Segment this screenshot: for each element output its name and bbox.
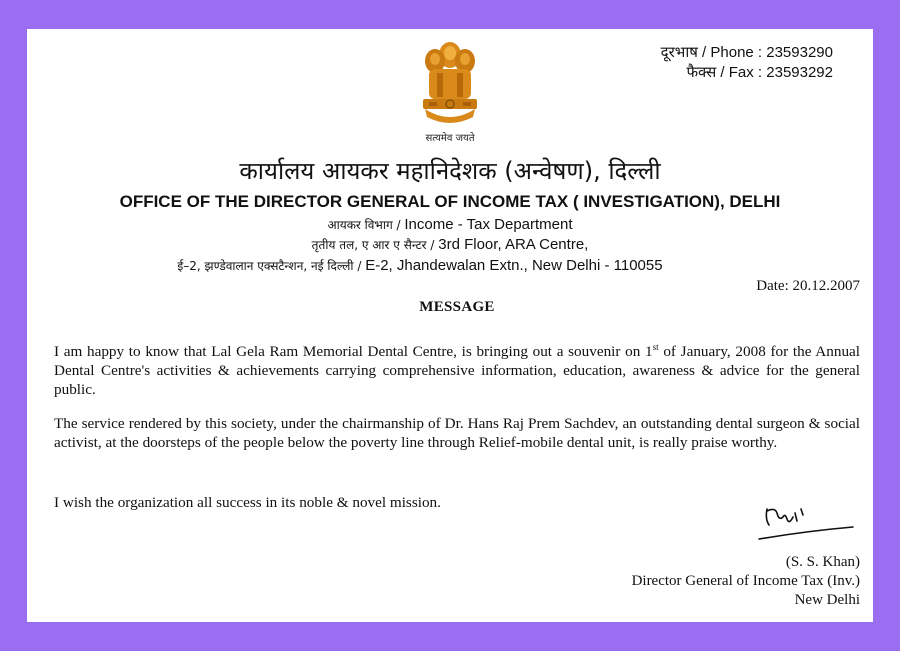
paragraph-1-end: of January, 2008 for the Annual Dental Centre's activities & achievements carrying comprehensive information, education, awareness & advice for the general public. — [54, 343, 861, 399]
floor-hindi: तृतीय तल, ए आर ए सैन्टर / — [311, 238, 439, 252]
phone-number: दूरभाष / Phone : 23593290 — [660, 44, 833, 61]
street-english: E-2, Jhandewalan Extn., New Delhi - 110055 — [365, 257, 663, 274]
message-paragraph-2: The service rendered by this society, under the chairmanship of Dr. Hans Raj Prem Sachdev, an outstanding dental surgeon & social activist, at the doorsteps of the people below the poverty line through Relief-mobile dental unit, is really praise worthy. — [54, 415, 860, 451]
street-hindi: ई–2, झण्डेवालान एक्सटैन्शन, नई दिल्ली / — [177, 259, 366, 273]
message-heading: MESSAGE — [419, 299, 495, 315]
department-hindi: आयकर विभाग / — [327, 218, 405, 232]
signatory-name: (S. S. Khan) — [785, 554, 860, 570]
floor-english: 3rd Floor, ARA Centre, — [438, 236, 589, 253]
street-line — [0, 257, 843, 274]
signatory-place: New Delhi — [794, 592, 860, 608]
office-title-english: OFFICE OF THE DIRECTOR GENERAL OF INCOME TAX ( INVESTIGATION), DELHI — [119, 192, 781, 211]
national-emblem-icon — [415, 39, 485, 127]
floor-line — [27, 236, 873, 253]
department-line — [27, 216, 873, 233]
signatory-block — [632, 553, 860, 610]
department-english: Income - Tax Department — [404, 216, 573, 233]
letter-page — [27, 29, 873, 622]
paragraph-1-start: I am happy to know that Lal Gela Ram Memorial Dental Centre, is bringing out a souvenir on 1 — [54, 343, 653, 361]
office-title-hindi: कार्यालय आयकर महानिदेशक (अन्वेषण), दिल्ली — [239, 157, 661, 185]
message-paragraph-3: I wish the organization all success in its noble & novel mission. — [54, 494, 441, 511]
signatory-designation: Director General of Income Tax (Inv.) — [631, 573, 860, 589]
ordinal-suffix: st — [652, 342, 659, 352]
signature-icon — [747, 495, 857, 545]
fax-number: फैक्स / Fax : 23593292 — [686, 64, 833, 81]
letter-date: Date: 20.12.2007 — [756, 278, 860, 294]
message-paragraph-1 — [54, 338, 860, 399]
contact-info — [661, 43, 833, 83]
emblem-motto: सत्यमेव जयते — [425, 133, 475, 144]
